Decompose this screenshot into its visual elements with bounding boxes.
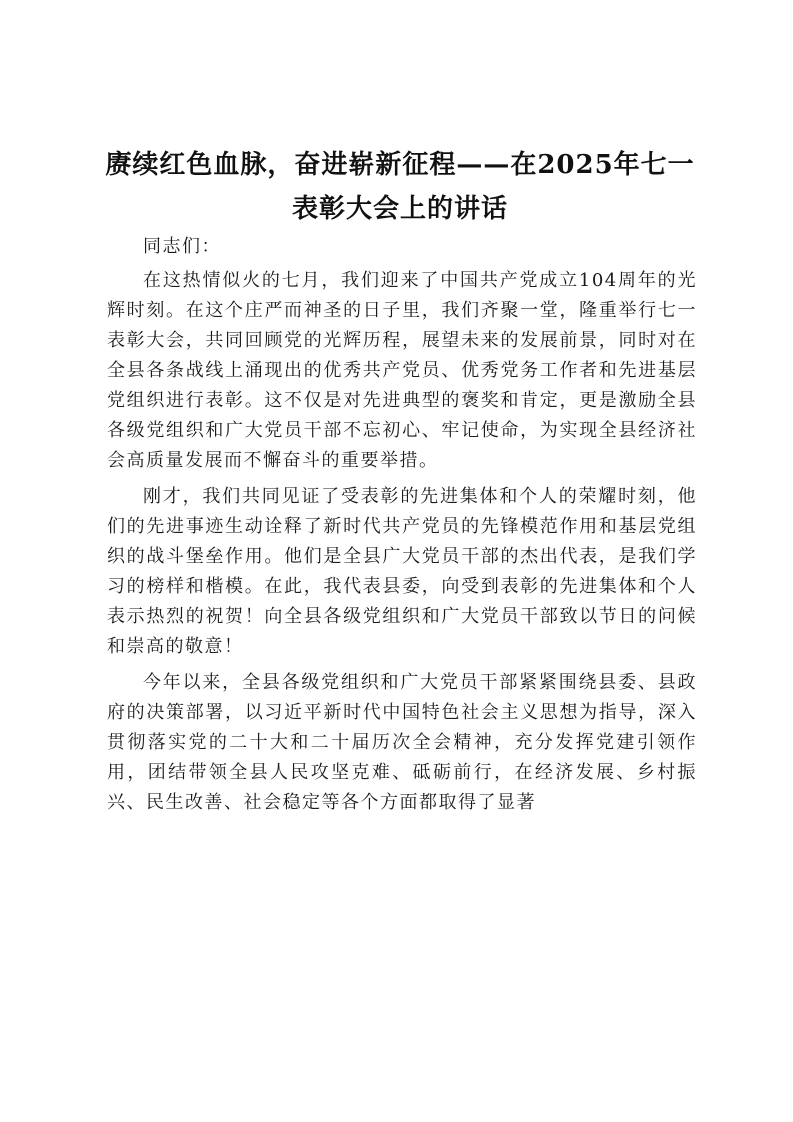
paragraph-3: 今年以来，全县各级党组织和广大党员干部紧紧围绕县委、县政府的决策部署，以习近平新时代中国特色社会主义思想为指导，深入贯彻落实党的二十大和二十届历次全会精神，充分发挥党建引领作用，团结带领全县人民攻坚克难、砥砺前行，在经济发展、乡村振兴、民生改善、社会稳定等各个方面都取得了显著 bbox=[107, 672, 697, 813]
paragraph-2: 刚才，我们共同见证了受表彰的先进集体和个人的荣耀时刻，他们的先进事迹生动诠释了新时代共产党员的先锋模范作用和基层党组织的战斗堡垒作用。他们是全县广大党员干部的杰出代表，是我们学习的榜样和楷模。在此，我代表县委，向受到表彰的先进集体和个人表示热烈的祝贺！向全县各级党组织和广大党员干部致以节日的问候和崇高的敬意！ bbox=[107, 486, 697, 657]
document-title: 赓续红色血脉，奋进崭新征程——在2025年七一表彰大会上的讲话 bbox=[105, 150, 695, 224]
salutation: 同志们： bbox=[143, 236, 221, 257]
document-body bbox=[107, 232, 697, 824]
paragraph-1: 在这热情似火的七月，我们迎来了中国共产党成立104周年的光辉时刻。在这个庄严而神圣的日子里，我们齐聚一堂，隆重举行七一表彰大会，共同回顾党的光辉历程，展望未来的发展前景，同时对在全县各条战线上涌现出的优秀共产党员、优秀党务工作者和先进基层党组织进行表彰。这不仅是对先进典型的褒奖和肯定，更是激励全县各级党组织和广大党员干部不忘初心、牢记使命，为实现全县经济社会高质量发展而不懈奋斗的重要举措。 bbox=[107, 270, 697, 471]
